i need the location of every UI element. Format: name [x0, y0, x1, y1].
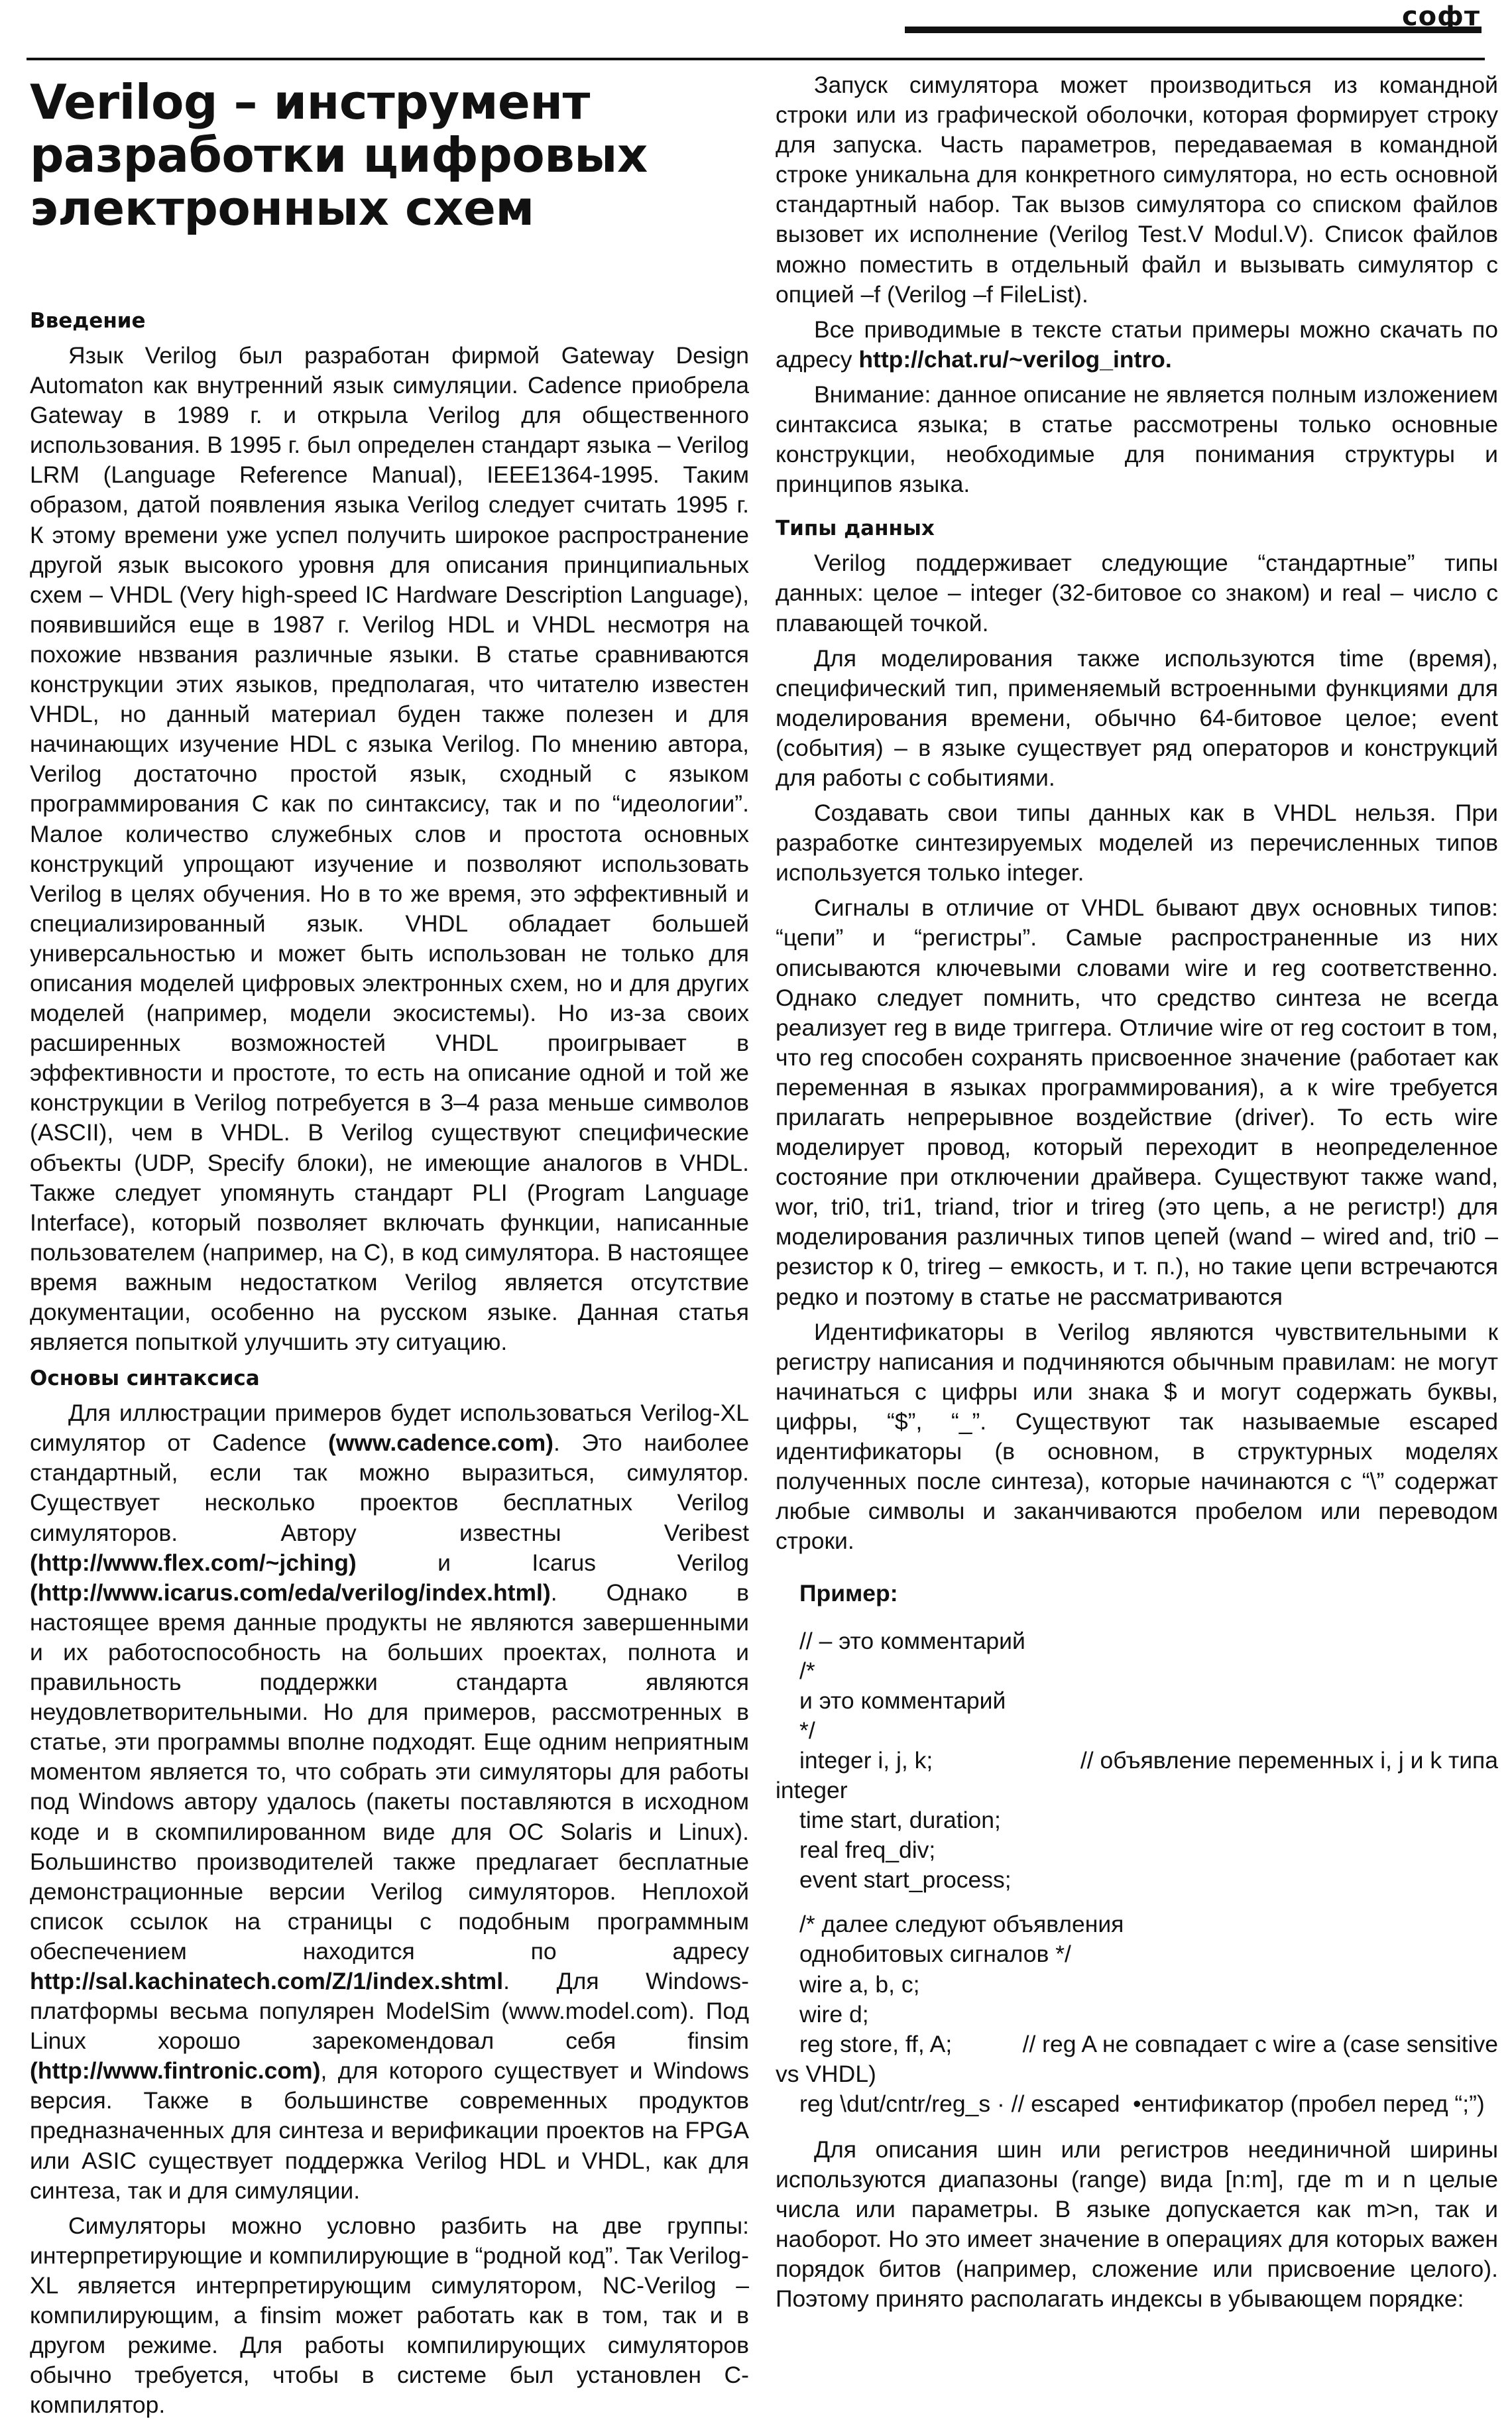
- code-line-continuation: vs VHDL): [776, 2060, 876, 2087]
- intro-paragraph: Язык Verilog был разработан фирмой Gateway Design Automaton как внутренний язык симуляции. Cadence приобрела Gateway в 1989 г. и открыла Verilog для общественного использования. В 1995 г. был определен стандарт языка – Verilog LRM (Language Reference Manual), IEEE1364-1995. Таким образом, датой появления языка Verilog следует считать 1995 г. К этому времени уже успел получить широкое распространение другой язык высокого уровня для описания принципиальных схем – VHDL (Very high-speed IC Hardware Description Language), появившийся еще в 1987 г. Verilog HDL и VHDL несмотря на похожие нвзвания различные языки. В статье сравниваются конструкции этих языков, предполагая, что читателю известен VHDL, но данный материал буден также полезен и для начинающих изучение HDL с языка Verilog. По мнению автора, Verilog достаточно простой язык, сходный с языком программирования С как по синтаксису, так и по “идеологии”. Малое количество служебных слов и простота основных конструкций упрощают изучение и позволяют использовать Verilog в целях обучения. Но в то же время, это эффективный и специализированный язык. VHDL обладает большей универсальностью и может быть использован не только для описания моделей цифровых электронных схем, но и для других моделей (например, модели экосистемы). Но из-за своих расширенных возможностей VHDL проигрывает в эффективности и простоте, то есть на описание одной и той же конструкции в Verilog потребуется в 3–4 раза меньше символов (ASCII), чем в VHDL. В Verilog существуют специфические объекты (UDP, Specify блоки), не имеющие аналогов в VHDL. Также следует упомянуть стандарт PLI (Program Language Interface), который позволяет включать функции, написанные пользователем (например, на С), в код симулятора. В настоящее время важным недостатком Verilog является отсутствие документации, особенно на русском языке. Данная статья является попыткой улучшить эту ситуацию.: [30, 342, 749, 1356]
- section-heading-types: Типы данных: [776, 516, 935, 541]
- types-paragraph-3: Создавать свои типы данных как в VHDL нельзя. При разработке синтезируемых моделей из перечисленных типов используется только integer.: [776, 800, 1498, 886]
- code-line: /*: [799, 1657, 815, 1684]
- syntax-paragraph-4: Все приводимые в тексте статьи примеры можно скачать по адресу http://chat.ru/~verilog_intro.: [776, 316, 1498, 373]
- code-line: // – это комментарий: [799, 1627, 1025, 1654]
- code-line: reg \dut/cntr/reg_s · // escaped •ентификатор (пробел перед “;”): [799, 2090, 1485, 2117]
- link-icarus: (http://www.icarus.com/eda/verilog/index.html): [30, 1579, 551, 1606]
- header-bar: [905, 27, 1482, 33]
- link-cadence: (www.cadence.com): [328, 1429, 553, 1457]
- top-rule: [27, 58, 1485, 60]
- syntax-paragraph-5: Внимание: данное описание не является полным изложением синтаксиса языка; в статье рассмотрены только основные конструкции, необходимые для понимания структуры и принципов языка.: [776, 381, 1498, 498]
- code-line: и это комментарий: [799, 1687, 1006, 1714]
- section-heading-syntax: Основы синтаксиса: [30, 1366, 260, 1391]
- types-paragraph-1: Verilog поддерживает следующие “стандартные” типы данных: целое – integer (32-битовое со знаком) и real – число с плавающей точкой.: [776, 550, 1498, 636]
- link-examples: http://chat.ru/~verilog_intro.: [858, 345, 1172, 373]
- link-veribest: (http://www.flex.com/~jching): [30, 1549, 357, 1576]
- code-line: event start_process;: [799, 1866, 1012, 1894]
- code-line: real freq_div;: [799, 1837, 936, 1864]
- code-example: [776, 1626, 1498, 2120]
- syntax-paragraph-1: Для иллюстрации примеров будет использоваться Verilog-XL симулятор от Cadence (www.cadence.com). Это наиболее стандартный, если так можно выразиться, симулятор. Существует несколько проектов бесплатных Verilog симуляторов. Автору известны Veribest (http://www.flex.com/~jching) и Icarus Verilog (http://www.icarus.com/eda/verilog/index.html). Однако в настоящее время данные продукты не являются завершенными и их работоспособность на больших проектах, полнота и правильность поддержки стандарта являются неудовлетворительными. Но для примеров, рассмотренных в статье, эти программы вполне подходят. Еще одним неприятным моментом является то, что собрать эти симуляторы для работы под Windows автору удалось (пакеты поставляются в исходном коде и в скомпилированном виде для ОС Solaris и Linux). Большинство производителей также предлагает бесплатные демонстрационные версии Verilog симуляторов. Неплохой список ссылок на страницы с подобным программным обеспечением находится по адресу http://sal.kachinatech.com/Z/1/index.shtml. Для Windows-платформы весьма популярен ModelSim (www.model.com). Под Linux хорошо зарекомендовал себя finsim (http://www.fintronic.com), для которого существует и Windows версия. Также в большинстве современных продуктов предназначенных для синтеза и верификации проектов на FPGA или ASIC существует поддержка Verilog HDL и VHDL, как для синтеза, так и для симуляции.: [30, 1400, 749, 2204]
- code-line: wire d;: [799, 2000, 869, 2027]
- types-paragraph-4: Сигналы в отличие от VHDL бывают двух основных типов: “цепи” и “регистры”. Самые распространенные из них описываются ключевыми словами wire и reg соответственно. Однако следует помнить, что средство синтеза не всегда реализует reg в виде триггера. Отличие wire от reg состоит в том, что reg способен сохранять присвоенное значение (работает как переменная в языках программирования), а к wire требуется прилагать непрерывное воздействие (driver). То есть wire моделирует провод, который переходит в неопределенное состояние при отключении драйвера. Существуют также wand, wor, tri0, tri1, triand, trior и trireg (это цепь, а не регистр!) для моделирования различных типов цепей (wand – wired and, tri0 – резистор к 0, trireg – емкость, и т. п.), но такие цепи встречаются редко и поэтому в статье не рассматриваются: [776, 894, 1498, 1310]
- example-label: Пример:: [799, 1580, 898, 1607]
- code-line: однобитовых сигналов */: [799, 1941, 1071, 1968]
- types-paragraph-5: Идентификаторы в Verilog являются чувствительными к регистру написания и подчиняются обычным правилам: не могут начинаться с цифры или знака $ и могут содержать буквы, цифры, “$”, “_”. Существуют так называемые escaped идентификаторы (в основном, в структурных моделях полученных после синтеза), которые начинаются с “\” содержат любые символы и заканчиваются пробелом или переводом строки.: [776, 1318, 1498, 1555]
- types-paragraph-2: Для моделирования также используются time (время), специфический тип, применяемый встроенными функциями для моделирования времени, обычно 64-битовое целое; event (события) – в языке существует ряд операторов и конструкций для работы с событиями.: [776, 644, 1498, 791]
- section-heading-intro: Введение: [30, 309, 146, 333]
- link-fintronic: (http://www.fintronic.com): [30, 2057, 321, 2085]
- article-title: Verilog – инструмент разработки цифровых электронных схем: [30, 74, 648, 236]
- code-line: wire a, b, c;: [799, 1970, 920, 1998]
- code-line-continuation: integer: [776, 1776, 848, 1803]
- code-line: */: [799, 1717, 815, 1744]
- code-line-declaration: integer i, j, k; // объявление переменных i, j и k типа: [799, 1746, 1498, 1774]
- code-line-reg: reg store, ff, A; // reg A не совпадает с wire a (case sensitive: [799, 2030, 1498, 2057]
- right-column: [776, 66, 1498, 2313]
- syntax-paragraph-2: Симуляторы можно условно разбить на две группы: интерпретирующие и компилирующие в “родной код”. Так Verilog-XL является интерпретирующим симулятором, NC-Verilog – компилирующим, а finsim может работать как в том, так и в другом режиме. Для работы компилирующих симуляторов обычно требуется, чтобы в системе был установлен С-компилятор.: [30, 2212, 749, 2419]
- syntax-paragraph-3: Запуск симулятора может производиться из командной строки или из графической оболочки, которая формирует строку для запуска. Часть параметров, передаваемая в командной строке уникальна для конкретного симулятора, но есть основной стандартный набор. Так вызов симулятора со списком файлов вызовет их исполнение (Verilog Test.V Modul.V). Список файлов можно поместить в отдельный файл и вызывать симулятор с опцией –f (Verilog –f FileList).: [776, 72, 1498, 308]
- left-column: [30, 66, 749, 2419]
- code-blank-line: [776, 1895, 1498, 1909]
- code-line: /* далее следуют объявления: [799, 1911, 1124, 1938]
- code-line: time start, duration;: [799, 1807, 1001, 1834]
- types-paragraph-after-example: Для описания шин или регистров неединичной ширины используются диапазоны (range) вида [n:m], где m и n целые числа или параметры. В языке допускается как m>n, так и наоборот. Но это имеет значение в операциях для которых важен порядок битов (например, сложение или присвоение целого). Поэтому принято располагать индексы в убывающем порядке:: [776, 2136, 1498, 2313]
- link-kachinatech: http://sal.kachinatech.com/Z/1/index.shtml: [30, 1967, 504, 1994]
- rubric-label: софт: [1401, 1, 1480, 32]
